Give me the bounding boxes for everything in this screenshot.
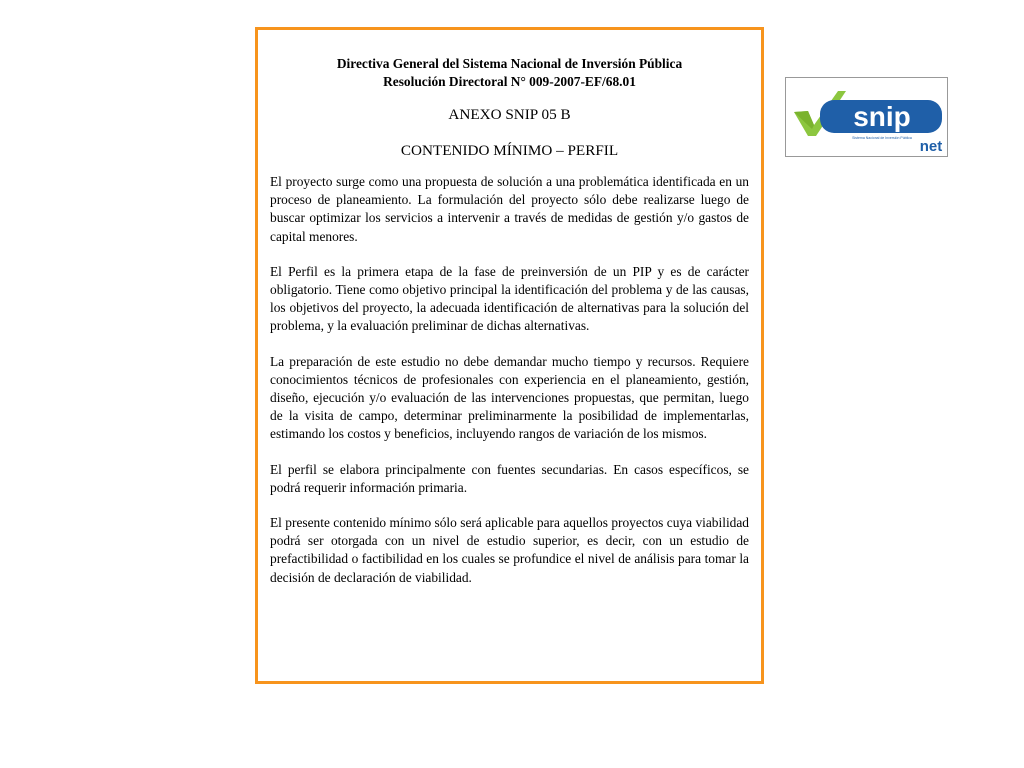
document-header-line-1: Directiva General del Sistema Nacional de Inversión Pública <box>336 56 683 71</box>
snip-net-logo <box>785 77 948 157</box>
document-frame <box>255 27 764 684</box>
logo-tagline: Sistema Nacional de Inversión Pública <box>852 136 912 140</box>
paragraph-4: El perfil se elabora principalmente con fuentes secundarias. En casos específicos, se podrá requerir información primaria. <box>270 461 749 495</box>
paragraph-5: El presente contenido mínimo sólo será aplicable para aquellos proyectos cuya viabilidad podrá ser otorgada con un nivel de estudio superior, es decir, con un estudio de prefactibilidad o factibilidad en los cuales se profundice el nivel de análisis para tomar la decisión de declaración de viabilidad. <box>270 515 749 585</box>
document-content <box>270 55 749 604</box>
document-header-line-2: Resolución Directoral N° 009-2007-EF/68.01 <box>383 74 636 89</box>
paragraph-2: El Perfil es la primera etapa de la fase de preinversión de un PIP y es de carácter obligatorio. Tiene como objetivo principal la identificación del problema y de las causas, los objetivos del proyecto, la adecuada identificación de alternativas para la solución del problema, y la evaluación preliminar de dichas alternativas. <box>270 263 749 334</box>
snip-logo-graphic <box>786 78 947 156</box>
logo-word: snip <box>853 101 911 132</box>
annex-title: ANEXO SNIP 05 B <box>448 106 571 123</box>
document-body <box>270 173 749 587</box>
paragraph-3: La preparación de este estudio no debe demandar mucho tiempo y recursos. Requiere conocimientos técnicos de profesionales con experiencia en el planeamiento, gestión, diseño, ejecución y/o evaluación de las intervenciones propuestas, que permitan, luego de la visita de campo, determinar preliminarmente la posibilidad de implementarlas, estimando los costos y beneficios, incluyendo rangos de variación de los mismos. <box>270 353 749 442</box>
paragraph-1: El proyecto surge como una propuesta de solución a una problemática identificada en un proceso de planeamiento. La formulación del proyecto sólo debe realizarse luego de buscar optimizar los servicios a intervenir a través de medidas de gestión y/o gastos de capital menores. <box>270 174 749 244</box>
content-title: CONTENIDO MÍNIMO – PERFIL <box>400 142 619 159</box>
logo-suffix: net <box>919 138 943 155</box>
